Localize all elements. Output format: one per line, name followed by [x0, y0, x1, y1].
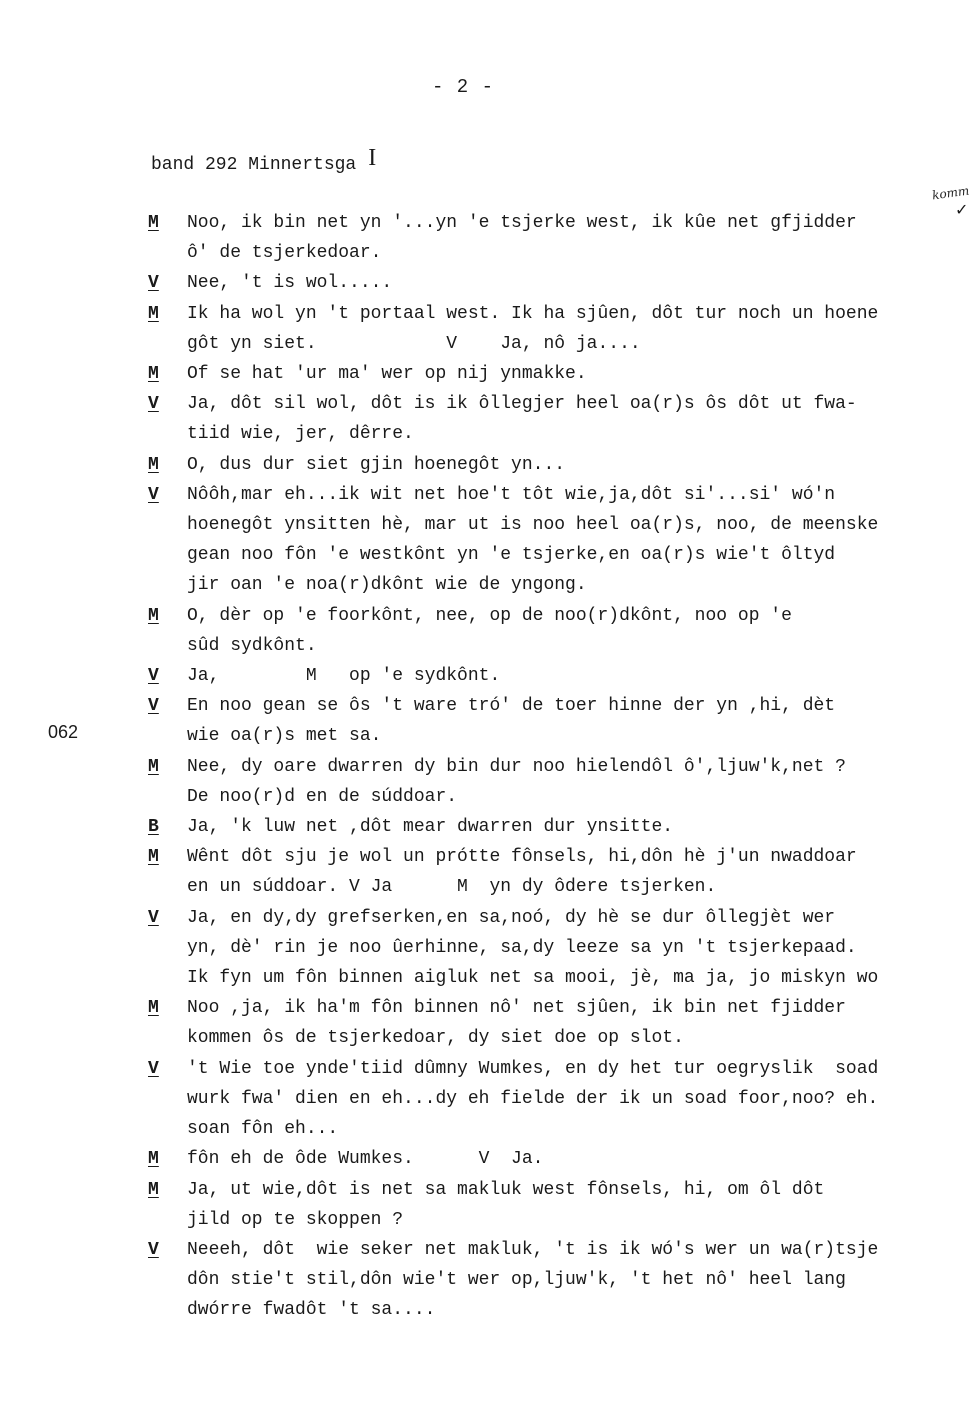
utterance-text — [187, 903, 979, 994]
utterance-line: Wênt dôt sju je wol un prótte fônsels, hi,dôn hè j'un nwaddoar — [187, 847, 857, 868]
dialogue-entry — [148, 601, 979, 661]
dialogue-entry — [148, 299, 979, 359]
speaker-label: M — [148, 364, 159, 385]
speaker-label: M — [148, 454, 159, 475]
utterance-line: Noo, ik bin net yn '...yn 'e tsjerke west, ik kûe net gfjidder — [187, 213, 857, 233]
speaker-label: V — [148, 907, 159, 928]
utterance-line: En noo gean se ôs 't ware tró' de toer hinne der yn ,hi, dèt — [187, 696, 836, 717]
utterance-line: jild op te skoppen ? — [187, 1209, 404, 1230]
utterance-text — [187, 359, 979, 389]
utterance-line: tiid wie, jer, dêrre. — [187, 424, 414, 445]
utterance-line: jir oan 'e noa(r)dkônt wie de yngong. — [187, 575, 587, 596]
utterance-line: 't Wie toe ynde'tiid dûmny Wumkes, en dy het tur oegryslik soad — [187, 1058, 879, 1079]
speaker-label: V — [148, 696, 159, 717]
utterance-line: fôn eh de ôde Wumkes. V Ja. — [187, 1149, 544, 1170]
dialogue-entry — [148, 1175, 979, 1235]
margin-number: 062 — [48, 722, 79, 742]
speaker-label: M — [148, 1179, 159, 1200]
page-number: - 2 - — [432, 76, 495, 98]
dialogue-entry — [148, 450, 979, 480]
utterance-line: ô' de tsjerkedoar. — [187, 243, 382, 264]
dialogue-entry — [148, 1144, 979, 1174]
speaker-label: M — [148, 303, 159, 324]
utterance-line: O, dus dur siet gjin hoenegôt yn... — [187, 454, 566, 475]
utterance-text — [187, 1144, 979, 1174]
dialogue-entry — [148, 691, 979, 751]
dialogue-entry — [148, 208, 979, 268]
utterance-line: Ja, 'k luw net ,dôt mear dwarren dur ynsitte. — [187, 817, 674, 838]
utterance-line: Ja, dôt sil wol, dôt is ik ôllegjer heel oa(r)s ôs dôt ut fwa- — [187, 394, 857, 415]
tape-title: band 292 Minnertsga — [151, 155, 357, 175]
utterance-text — [187, 661, 979, 691]
utterance-text — [187, 1054, 979, 1145]
utterance-line: Of se hat 'ur ma' wer op nij ynmakke. — [187, 364, 587, 385]
speaker-label: V — [148, 394, 159, 415]
utterance-line: gean noo fôn 'e westkônt yn 'e tsjerke,en oa(r)s wie't ôltyd — [187, 545, 836, 566]
utterance-line: yn, dè' rin je noo ûerhinne, sa,dy leeze sa yn 't tsjerkepaad. — [187, 937, 857, 958]
utterance-text — [187, 691, 979, 751]
utterance-text — [187, 299, 979, 359]
utterance-line: De noo(r)d en de súddoar. — [187, 786, 458, 807]
utterance-text — [187, 268, 979, 298]
tape-header — [151, 145, 377, 176]
utterance-line: dôn stie't stil,dôn wie't wer op,ljuw'k, 't het nô' heel lang — [187, 1270, 846, 1291]
utterance-line: en un súddoar. V Ja M yn dy ôdere tsjerken. — [187, 877, 717, 898]
speaker-label: V — [148, 273, 159, 294]
utterance-text — [187, 842, 979, 902]
speaker-label: M — [148, 213, 159, 233]
utterance-text — [187, 389, 979, 449]
dialogue-entry — [148, 480, 979, 601]
utterance-line: gôt yn siet. V Ja, nô ja.... — [187, 333, 641, 354]
utterance-text — [187, 450, 979, 480]
utterance-text — [187, 1175, 979, 1235]
speaker-label: B — [148, 817, 159, 838]
utterance-text — [187, 752, 979, 812]
dialogue-entry — [148, 752, 979, 812]
utterance-line: wie oa(r)s met sa. — [187, 726, 382, 747]
speaker-label: V — [148, 1239, 159, 1260]
utterance-text — [187, 1235, 979, 1326]
speaker-label: M — [148, 998, 159, 1019]
speaker-label: V — [148, 1058, 159, 1079]
dialogue-entry — [148, 903, 979, 994]
utterance-text — [187, 208, 979, 268]
utterance-line: Neeeh, dôt wie seker net makluk, 't is ik wó's wer un wa(r)tsje — [187, 1239, 879, 1260]
utterance-line: Noo ,ja, ik ha'm fôn binnen nô' net sjûen, ik bin net fjidder — [187, 998, 846, 1019]
dialogue-entry — [148, 661, 979, 691]
speaker-label: M — [148, 1149, 159, 1170]
utterance-line: Ja, ut wie,dôt is net sa makluk west fônsels, hi, om ôl dôt — [187, 1179, 825, 1200]
utterance-line: dwórre fwadôt 't sa.... — [187, 1300, 436, 1321]
dialogue-entry — [148, 1054, 979, 1145]
utterance-line: Nôôh,mar eh...ik wit net hoe't tôt wie,ja,dôt si'...si' wó'n — [187, 484, 836, 505]
utterance-text — [187, 601, 979, 661]
dialogue-entry — [148, 359, 979, 389]
dialogue-entry — [148, 842, 979, 902]
utterance-line: Ik fyn um fôn binnen aigluk net sa mooi, jè, ma ja, jo miskyn wo — [187, 968, 879, 989]
dialogue-entry — [148, 389, 979, 449]
utterance-line: wurk fwa' dien en eh...dy eh fielde der ik un soad foor,noo? eh. — [187, 1088, 879, 1109]
utterance-line: Ja, en dy,dy grefserken,en sa,noó, dy hè se dur ôllegjèt wer — [187, 907, 836, 928]
utterance-line: Ik ha wol yn 't portaal west. Ik ha sjûen, dôt tur noch un hoene — [187, 303, 879, 324]
speaker-label: M — [148, 756, 159, 777]
speaker-label: M — [148, 847, 159, 868]
dialogue-list — [148, 208, 979, 1326]
utterance-line: soan fôn eh... — [187, 1119, 339, 1140]
utterance-text — [187, 993, 979, 1053]
handwritten-note: komm — [931, 183, 971, 203]
utterance-line: Nee, 't is wol..... — [187, 273, 393, 294]
dialogue-entry — [148, 1235, 979, 1326]
check-mark-icon: ✓ — [955, 200, 969, 219]
utterance-line: sûd sydkônt. — [187, 635, 317, 656]
utterance-text — [187, 480, 979, 601]
dialogue-entry — [148, 812, 979, 842]
utterance-text — [187, 812, 979, 842]
dialogue-entry — [148, 268, 979, 298]
utterance-line: Ja, M op 'e sydkônt. — [187, 666, 501, 687]
utterance-line: O, dèr op 'e foorkônt, nee, op de noo(r)dkônt, noo op 'e — [187, 605, 792, 626]
speaker-label: V — [148, 484, 159, 505]
utterance-line: Nee, dy oare dwarren dy bin dur noo hielendôl ô',ljuw'k,net ? — [187, 756, 846, 777]
speaker-label: V — [148, 666, 159, 687]
tape-side-mark: I — [368, 145, 377, 171]
speaker-label: M — [148, 605, 159, 626]
dialogue-entry — [148, 993, 979, 1053]
utterance-line: kommen ôs de tsjerkedoar, dy siet doe op slot. — [187, 1028, 684, 1049]
utterance-line: hoenegôt ynsitten hè, mar ut is noo heel oa(r)s, noo, de meenske — [187, 515, 879, 536]
